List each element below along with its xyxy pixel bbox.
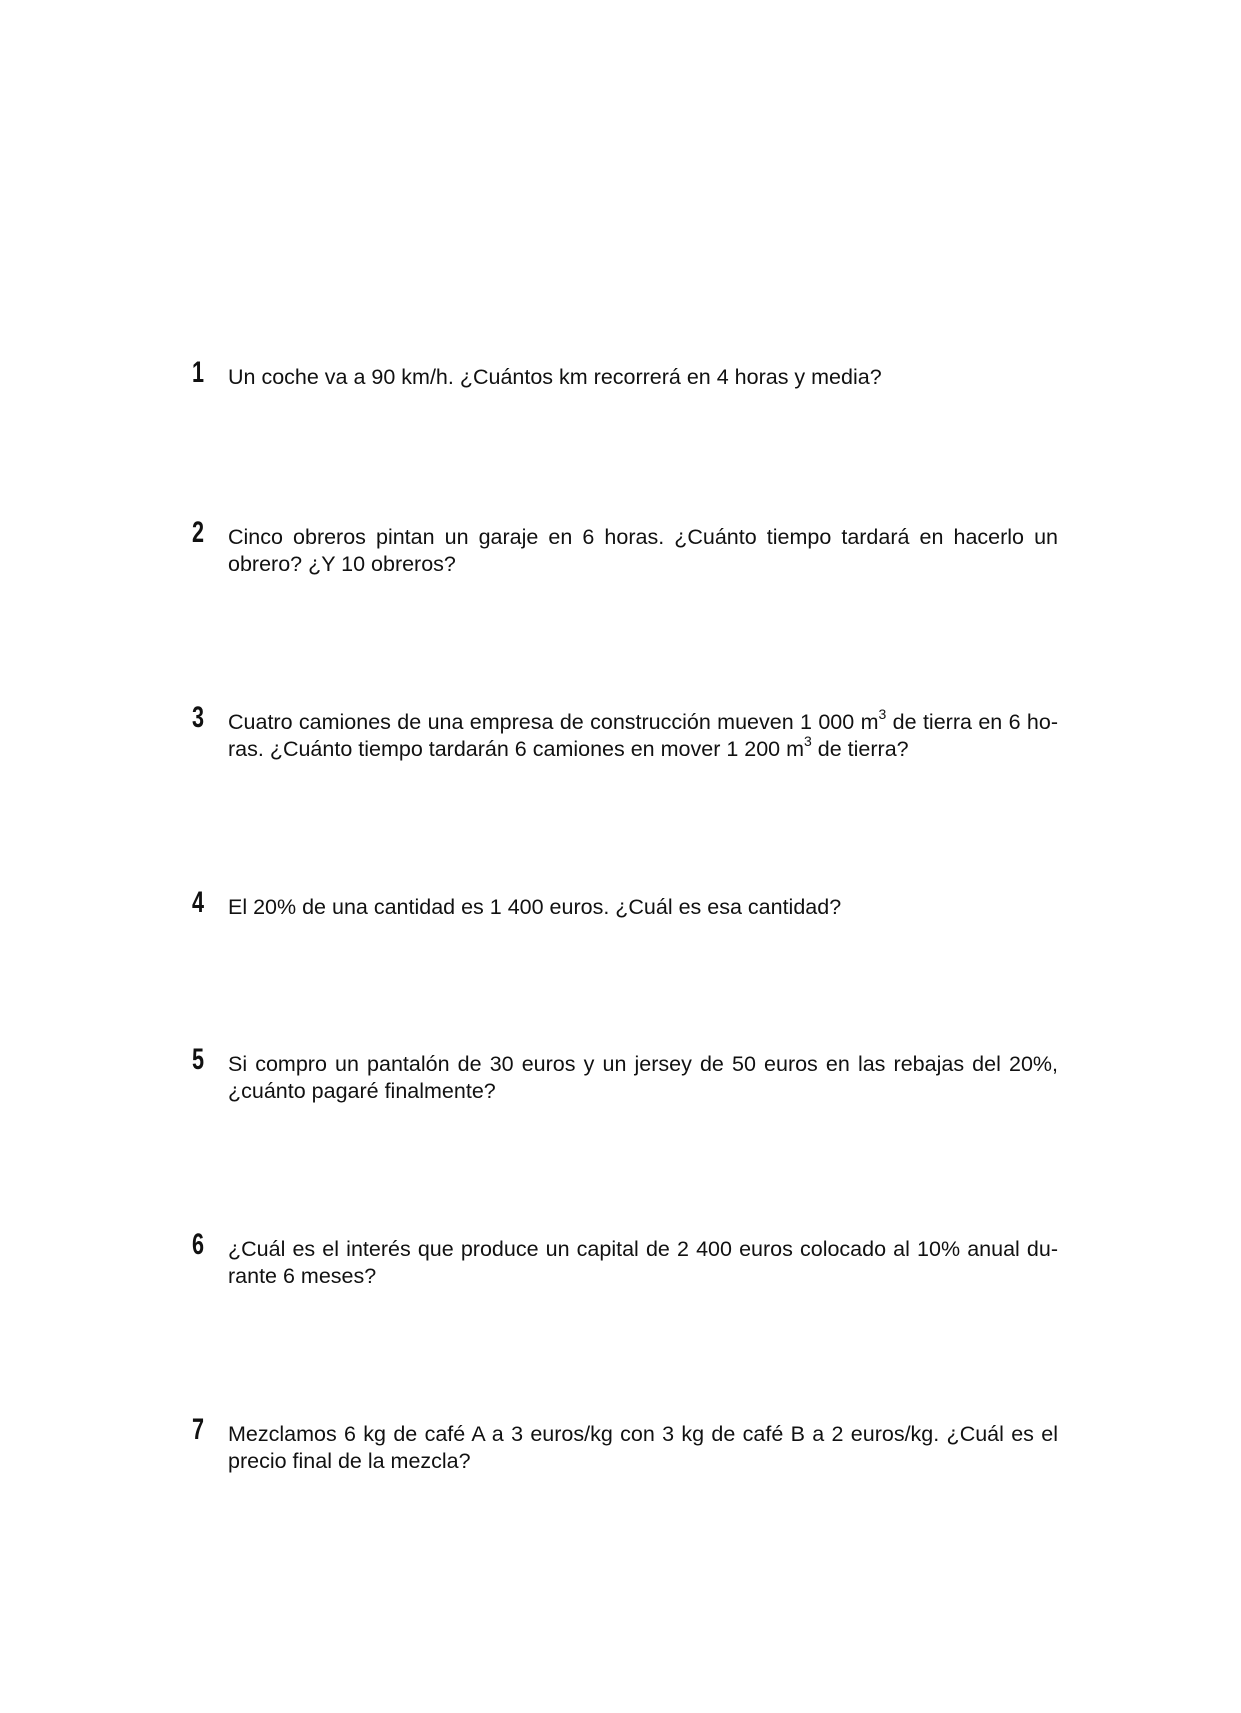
- problem-text: [228, 1421, 1058, 1475]
- problem-line: Mezclamos 6 kg de café A a 3 euros/kg con 3 kg de café B a 2 euros/kg. ¿Cuál es el: [228, 1422, 1058, 1446]
- problem-text: [228, 1236, 1058, 1290]
- problem-number: 4: [192, 886, 205, 919]
- problem-line: [228, 705, 1058, 736]
- superscript: 3: [878, 705, 887, 722]
- problem-text: [228, 894, 1058, 921]
- problem-line: obrero? ¿Y 10 obreros?: [228, 552, 456, 576]
- problem-line: rante 6 meses?: [228, 1264, 377, 1288]
- problem-line: ¿Cuál es el interés que produce un capital de 2 400 euros colocado al 10% anual du-: [228, 1237, 1058, 1261]
- problem-line: [228, 732, 1058, 763]
- superscript: 3: [804, 732, 812, 749]
- problem-line: El 20% de una cantidad es 1 400 euros. ¿Cuál es esa cantidad?: [228, 895, 842, 919]
- text-segment: de tierra en 6 ho-: [886, 710, 1058, 734]
- problem-text: [228, 364, 1058, 391]
- problem-number: 2: [192, 516, 205, 549]
- problem-line: Un coche va a 90 km/h. ¿Cuántos km recorrerá en 4 horas y media?: [228, 365, 882, 389]
- problem-number: 6: [192, 1228, 205, 1261]
- problem-number: 1: [192, 356, 205, 389]
- problem-number: 5: [192, 1043, 205, 1076]
- problem-line: Cinco obreros pintan un garaje en 6 horas. ¿Cuánto tiempo tardará en hacerlo un: [228, 525, 1058, 549]
- problem-text: [228, 705, 1058, 763]
- problem-number: 3: [192, 701, 205, 734]
- problem-text: [228, 1051, 1058, 1105]
- problem-text: [228, 524, 1058, 578]
- problem-line: ¿cuánto pagaré finalmente?: [228, 1079, 496, 1103]
- text-segment: de tierra?: [811, 737, 909, 761]
- problem-line: precio final de la mezcla?: [228, 1449, 471, 1473]
- text-segment: ras. ¿Cuánto tiempo tardarán 6 camiones en mover 1 200 m: [228, 737, 805, 761]
- problem-number: 7: [192, 1413, 205, 1446]
- text-segment: Cuatro camiones de una empresa de construcción mueven 1 000 m: [228, 710, 879, 734]
- problem-line: Si compro un pantalón de 30 euros y un jersey de 50 euros en las rebajas del 20%,: [228, 1052, 1058, 1076]
